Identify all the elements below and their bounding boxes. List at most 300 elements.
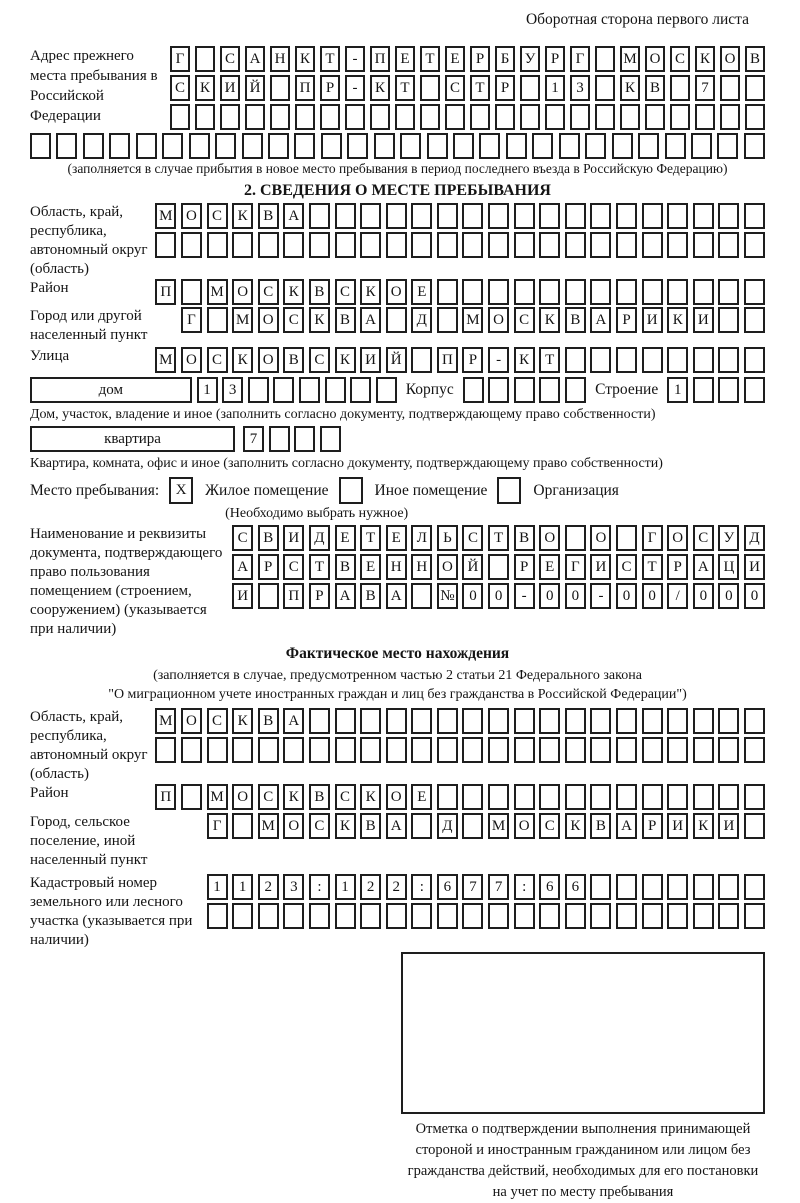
- char-cell[interactable]: О: [590, 525, 611, 551]
- char-cell[interactable]: -: [345, 46, 365, 72]
- char-cell[interactable]: И: [590, 554, 611, 580]
- char-cell[interactable]: К: [620, 75, 640, 101]
- char-cell[interactable]: [514, 279, 535, 305]
- char-cell[interactable]: [744, 784, 765, 810]
- char-cell[interactable]: [258, 232, 279, 258]
- char-cell[interactable]: 3: [222, 377, 243, 403]
- char-cell[interactable]: И: [232, 583, 253, 609]
- char-cell[interactable]: [488, 554, 509, 580]
- char-cell[interactable]: С: [335, 279, 356, 305]
- char-cell[interactable]: С: [258, 279, 279, 305]
- char-cell[interactable]: 1: [197, 377, 218, 403]
- char-cell[interactable]: [462, 708, 483, 734]
- char-cell[interactable]: [642, 708, 663, 734]
- char-cell[interactable]: [155, 232, 176, 258]
- char-cell[interactable]: [559, 133, 580, 159]
- char-cell[interactable]: [570, 104, 590, 130]
- char-cell[interactable]: [514, 784, 535, 810]
- char-cell[interactable]: [667, 784, 688, 810]
- char-cell[interactable]: С: [539, 813, 560, 839]
- char-cell[interactable]: С: [207, 203, 228, 229]
- char-cell[interactable]: Е: [445, 46, 465, 72]
- char-cell[interactable]: [462, 203, 483, 229]
- char-cell[interactable]: 3: [570, 75, 590, 101]
- char-cell[interactable]: [207, 903, 228, 929]
- char-cell[interactable]: В: [309, 279, 330, 305]
- char-cell[interactable]: В: [335, 554, 356, 580]
- char-cell[interactable]: В: [565, 307, 586, 333]
- char-cell[interactable]: 6: [565, 874, 586, 900]
- char-cell[interactable]: 0: [616, 583, 637, 609]
- char-cell[interactable]: В: [360, 583, 381, 609]
- char-cell[interactable]: [693, 203, 714, 229]
- char-cell[interactable]: К: [232, 347, 253, 373]
- char-cell[interactable]: А: [693, 554, 714, 580]
- char-cell[interactable]: Е: [386, 525, 407, 551]
- char-cell[interactable]: [195, 104, 215, 130]
- char-cell[interactable]: Р: [470, 46, 490, 72]
- char-cell[interactable]: [744, 133, 765, 159]
- char-cell[interactable]: В: [590, 813, 611, 839]
- char-cell[interactable]: [309, 708, 330, 734]
- char-cell[interactable]: К: [539, 307, 560, 333]
- char-cell[interactable]: [595, 46, 615, 72]
- char-cell[interactable]: Д: [437, 813, 458, 839]
- char-cell[interactable]: [514, 737, 535, 763]
- char-cell[interactable]: П: [155, 279, 176, 305]
- char-cell[interactable]: [437, 307, 458, 333]
- char-cell[interactable]: [437, 203, 458, 229]
- char-cell[interactable]: [411, 813, 432, 839]
- char-cell[interactable]: Р: [545, 46, 565, 72]
- char-cell[interactable]: С: [309, 813, 330, 839]
- char-cell[interactable]: [744, 377, 765, 403]
- char-cell[interactable]: [189, 133, 210, 159]
- char-cell[interactable]: С: [220, 46, 240, 72]
- char-cell[interactable]: 1: [207, 874, 228, 900]
- char-cell[interactable]: Й: [245, 75, 265, 101]
- char-cell[interactable]: Ь: [437, 525, 458, 551]
- char-cell[interactable]: [665, 133, 686, 159]
- char-cell[interactable]: [400, 133, 421, 159]
- char-cell[interactable]: [590, 903, 611, 929]
- char-cell[interactable]: [350, 377, 371, 403]
- char-cell[interactable]: О: [181, 708, 202, 734]
- char-cell[interactable]: [232, 813, 253, 839]
- char-cell[interactable]: [445, 104, 465, 130]
- char-cell[interactable]: [232, 903, 253, 929]
- char-cell[interactable]: [462, 737, 483, 763]
- char-cell[interactable]: [283, 903, 304, 929]
- char-cell[interactable]: В: [283, 347, 304, 373]
- char-cell[interactable]: [642, 874, 663, 900]
- char-cell[interactable]: Т: [470, 75, 490, 101]
- char-cell[interactable]: М: [207, 279, 228, 305]
- stay-type-checkbox-residential[interactable]: X: [169, 477, 193, 504]
- char-cell[interactable]: Л: [411, 525, 432, 551]
- char-cell[interactable]: [612, 133, 633, 159]
- char-cell[interactable]: Г: [570, 46, 590, 72]
- char-cell[interactable]: [335, 737, 356, 763]
- stay-type-checkbox-other[interactable]: [339, 477, 363, 504]
- char-cell[interactable]: Р: [462, 347, 483, 373]
- char-cell[interactable]: [539, 232, 560, 258]
- char-cell[interactable]: Н: [270, 46, 290, 72]
- char-cell[interactable]: [670, 104, 690, 130]
- char-cell[interactable]: К: [232, 203, 253, 229]
- char-cell[interactable]: А: [360, 307, 381, 333]
- char-cell[interactable]: М: [155, 203, 176, 229]
- char-cell[interactable]: [744, 903, 765, 929]
- char-cell[interactable]: 0: [539, 583, 560, 609]
- char-cell[interactable]: [269, 426, 290, 452]
- char-cell[interactable]: :: [411, 874, 432, 900]
- char-cell[interactable]: [718, 232, 739, 258]
- char-cell[interactable]: [565, 279, 586, 305]
- char-cell[interactable]: [437, 903, 458, 929]
- char-cell[interactable]: [479, 133, 500, 159]
- char-cell[interactable]: О: [258, 307, 279, 333]
- char-cell[interactable]: [565, 232, 586, 258]
- char-cell[interactable]: О: [437, 554, 458, 580]
- char-cell[interactable]: [717, 133, 738, 159]
- char-cell[interactable]: 0: [565, 583, 586, 609]
- char-cell[interactable]: Р: [309, 583, 330, 609]
- char-cell[interactable]: [565, 903, 586, 929]
- char-cell[interactable]: О: [232, 279, 253, 305]
- char-cell[interactable]: [590, 784, 611, 810]
- char-cell[interactable]: [744, 708, 765, 734]
- char-cell[interactable]: Т: [309, 554, 330, 580]
- char-cell[interactable]: [590, 737, 611, 763]
- char-cell[interactable]: [616, 203, 637, 229]
- char-cell[interactable]: [321, 133, 342, 159]
- char-cell[interactable]: [744, 232, 765, 258]
- char-cell[interactable]: [335, 708, 356, 734]
- char-cell[interactable]: -: [590, 583, 611, 609]
- char-cell[interactable]: [181, 279, 202, 305]
- char-cell[interactable]: К: [195, 75, 215, 101]
- char-cell[interactable]: М: [258, 813, 279, 839]
- char-cell[interactable]: [718, 347, 739, 373]
- char-cell[interactable]: [232, 737, 253, 763]
- char-cell[interactable]: [638, 133, 659, 159]
- char-cell[interactable]: [463, 377, 484, 403]
- char-cell[interactable]: С: [335, 784, 356, 810]
- char-cell[interactable]: К: [335, 347, 356, 373]
- char-cell[interactable]: [720, 104, 740, 130]
- char-cell[interactable]: [386, 232, 407, 258]
- char-cell[interactable]: [667, 708, 688, 734]
- char-cell[interactable]: [453, 133, 474, 159]
- char-cell[interactable]: Г: [181, 307, 202, 333]
- char-cell[interactable]: В: [514, 525, 535, 551]
- char-cell[interactable]: А: [590, 307, 611, 333]
- char-cell[interactable]: Р: [642, 813, 663, 839]
- char-cell[interactable]: М: [207, 784, 228, 810]
- char-cell[interactable]: О: [386, 784, 407, 810]
- stay-type-checkbox-organization[interactable]: [497, 477, 521, 504]
- char-cell[interactable]: [514, 708, 535, 734]
- char-cell[interactable]: [565, 784, 586, 810]
- char-cell[interactable]: [386, 903, 407, 929]
- char-cell[interactable]: [693, 347, 714, 373]
- char-cell[interactable]: [462, 279, 483, 305]
- char-cell[interactable]: [616, 903, 637, 929]
- char-cell[interactable]: [207, 737, 228, 763]
- char-cell[interactable]: [539, 708, 560, 734]
- char-cell[interactable]: [411, 708, 432, 734]
- char-cell[interactable]: А: [386, 813, 407, 839]
- char-cell[interactable]: В: [258, 203, 279, 229]
- char-cell[interactable]: Б: [495, 46, 515, 72]
- char-cell[interactable]: [495, 104, 515, 130]
- char-cell[interactable]: [386, 307, 407, 333]
- char-cell[interactable]: [506, 133, 527, 159]
- char-cell[interactable]: [295, 104, 315, 130]
- char-cell[interactable]: [181, 232, 202, 258]
- char-cell[interactable]: [248, 377, 269, 403]
- char-cell[interactable]: [744, 874, 765, 900]
- char-cell[interactable]: [718, 874, 739, 900]
- char-cell[interactable]: [514, 377, 535, 403]
- char-cell[interactable]: [642, 903, 663, 929]
- apartment-type-box[interactable]: квартира: [30, 426, 235, 452]
- char-cell[interactable]: [693, 708, 714, 734]
- char-cell[interactable]: [539, 377, 560, 403]
- char-cell[interactable]: [335, 903, 356, 929]
- char-cell[interactable]: Р: [514, 554, 535, 580]
- char-cell[interactable]: [616, 525, 637, 551]
- char-cell[interactable]: О: [539, 525, 560, 551]
- char-cell[interactable]: [488, 784, 509, 810]
- char-cell[interactable]: [488, 708, 509, 734]
- char-cell[interactable]: П: [370, 46, 390, 72]
- char-cell[interactable]: [645, 104, 665, 130]
- char-cell[interactable]: К: [283, 279, 304, 305]
- char-cell[interactable]: [642, 203, 663, 229]
- char-cell[interactable]: Г: [170, 46, 190, 72]
- char-cell[interactable]: К: [565, 813, 586, 839]
- char-cell[interactable]: О: [645, 46, 665, 72]
- char-cell[interactable]: [667, 279, 688, 305]
- char-cell[interactable]: [232, 232, 253, 258]
- char-cell[interactable]: [616, 347, 637, 373]
- char-cell[interactable]: [207, 232, 228, 258]
- char-cell[interactable]: У: [520, 46, 540, 72]
- char-cell[interactable]: Е: [360, 554, 381, 580]
- char-cell[interactable]: [590, 203, 611, 229]
- char-cell[interactable]: [745, 104, 765, 130]
- char-cell[interactable]: [325, 377, 346, 403]
- char-cell[interactable]: 1: [232, 874, 253, 900]
- char-cell[interactable]: [565, 377, 586, 403]
- char-cell[interactable]: [411, 347, 432, 373]
- char-cell[interactable]: -: [514, 583, 535, 609]
- char-cell[interactable]: Е: [395, 46, 415, 72]
- char-cell[interactable]: [565, 737, 586, 763]
- char-cell[interactable]: А: [335, 583, 356, 609]
- char-cell[interactable]: 6: [437, 874, 458, 900]
- char-cell[interactable]: 0: [744, 583, 765, 609]
- char-cell[interactable]: Ц: [718, 554, 739, 580]
- char-cell[interactable]: С: [170, 75, 190, 101]
- char-cell[interactable]: [488, 737, 509, 763]
- char-cell[interactable]: С: [283, 554, 304, 580]
- char-cell[interactable]: [242, 133, 263, 159]
- char-cell[interactable]: С: [670, 46, 690, 72]
- char-cell[interactable]: [320, 104, 340, 130]
- char-cell[interactable]: [427, 133, 448, 159]
- char-cell[interactable]: В: [745, 46, 765, 72]
- char-cell[interactable]: М: [462, 307, 483, 333]
- char-cell[interactable]: [215, 133, 236, 159]
- char-cell[interactable]: К: [232, 708, 253, 734]
- char-cell[interactable]: 3: [283, 874, 304, 900]
- char-cell[interactable]: [245, 104, 265, 130]
- char-cell[interactable]: Д: [744, 525, 765, 551]
- char-cell[interactable]: [693, 903, 714, 929]
- char-cell[interactable]: [347, 133, 368, 159]
- char-cell[interactable]: [470, 104, 490, 130]
- char-cell[interactable]: [411, 737, 432, 763]
- char-cell[interactable]: И: [693, 307, 714, 333]
- char-cell[interactable]: [195, 46, 215, 72]
- char-cell[interactable]: [616, 279, 637, 305]
- char-cell[interactable]: [360, 708, 381, 734]
- char-cell[interactable]: [514, 232, 535, 258]
- char-cell[interactable]: [693, 784, 714, 810]
- char-cell[interactable]: О: [181, 347, 202, 373]
- char-cell[interactable]: В: [258, 525, 279, 551]
- char-cell[interactable]: [590, 874, 611, 900]
- char-cell[interactable]: [109, 133, 130, 159]
- char-cell[interactable]: П: [437, 347, 458, 373]
- char-cell[interactable]: [283, 232, 304, 258]
- char-cell[interactable]: [309, 737, 330, 763]
- char-cell[interactable]: [718, 737, 739, 763]
- char-cell[interactable]: Р: [495, 75, 515, 101]
- char-cell[interactable]: Н: [411, 554, 432, 580]
- char-cell[interactable]: Т: [642, 554, 663, 580]
- char-cell[interactable]: [642, 737, 663, 763]
- char-cell[interactable]: [462, 903, 483, 929]
- char-cell[interactable]: В: [258, 708, 279, 734]
- char-cell[interactable]: М: [155, 708, 176, 734]
- char-cell[interactable]: [595, 104, 615, 130]
- char-cell[interactable]: 1: [667, 377, 688, 403]
- char-cell[interactable]: 7: [488, 874, 509, 900]
- char-cell[interactable]: [345, 104, 365, 130]
- char-cell[interactable]: [718, 203, 739, 229]
- char-cell[interactable]: [590, 708, 611, 734]
- char-cell[interactable]: С: [693, 525, 714, 551]
- char-cell[interactable]: И: [744, 554, 765, 580]
- char-cell[interactable]: [360, 737, 381, 763]
- char-cell[interactable]: [744, 737, 765, 763]
- char-cell[interactable]: [616, 737, 637, 763]
- char-cell[interactable]: [595, 75, 615, 101]
- char-cell[interactable]: [667, 203, 688, 229]
- char-cell[interactable]: [411, 232, 432, 258]
- char-cell[interactable]: [386, 708, 407, 734]
- char-cell[interactable]: Т: [420, 46, 440, 72]
- char-cell[interactable]: [437, 232, 458, 258]
- char-cell[interactable]: У: [718, 525, 739, 551]
- char-cell[interactable]: И: [718, 813, 739, 839]
- char-cell[interactable]: [56, 133, 77, 159]
- char-cell[interactable]: [437, 784, 458, 810]
- char-cell[interactable]: [590, 347, 611, 373]
- char-cell[interactable]: [309, 203, 330, 229]
- char-cell[interactable]: Р: [320, 75, 340, 101]
- char-cell[interactable]: [590, 232, 611, 258]
- char-cell[interactable]: О: [258, 347, 279, 373]
- char-cell[interactable]: [718, 708, 739, 734]
- char-cell[interactable]: И: [283, 525, 304, 551]
- char-cell[interactable]: А: [386, 583, 407, 609]
- char-cell[interactable]: [520, 104, 540, 130]
- char-cell[interactable]: [514, 903, 535, 929]
- char-cell[interactable]: [270, 75, 290, 101]
- char-cell[interactable]: Т: [395, 75, 415, 101]
- char-cell[interactable]: [693, 232, 714, 258]
- char-cell[interactable]: -: [345, 75, 365, 101]
- char-cell[interactable]: К: [360, 279, 381, 305]
- char-cell[interactable]: [162, 133, 183, 159]
- char-cell[interactable]: :: [309, 874, 330, 900]
- char-cell[interactable]: [136, 133, 157, 159]
- char-cell[interactable]: [30, 133, 51, 159]
- char-cell[interactable]: [335, 232, 356, 258]
- char-cell[interactable]: О: [181, 203, 202, 229]
- char-cell[interactable]: О: [386, 279, 407, 305]
- char-cell[interactable]: О: [667, 525, 688, 551]
- char-cell[interactable]: Р: [667, 554, 688, 580]
- char-cell[interactable]: [539, 737, 560, 763]
- char-cell[interactable]: О: [720, 46, 740, 72]
- char-cell[interactable]: 2: [386, 874, 407, 900]
- char-cell[interactable]: [83, 133, 104, 159]
- char-cell[interactable]: [258, 583, 279, 609]
- char-cell[interactable]: С: [616, 554, 637, 580]
- char-cell[interactable]: [488, 279, 509, 305]
- char-cell[interactable]: [642, 232, 663, 258]
- char-cell[interactable]: [620, 104, 640, 130]
- char-cell[interactable]: [718, 307, 739, 333]
- char-cell[interactable]: [539, 903, 560, 929]
- char-cell[interactable]: [370, 104, 390, 130]
- char-cell[interactable]: С: [207, 347, 228, 373]
- char-cell[interactable]: [667, 874, 688, 900]
- char-cell[interactable]: [718, 784, 739, 810]
- char-cell[interactable]: [386, 203, 407, 229]
- char-cell[interactable]: О: [514, 813, 535, 839]
- char-cell[interactable]: [268, 133, 289, 159]
- char-cell[interactable]: [616, 232, 637, 258]
- char-cell[interactable]: [539, 784, 560, 810]
- char-cell[interactable]: 0: [693, 583, 714, 609]
- char-cell[interactable]: К: [667, 307, 688, 333]
- char-cell[interactable]: Е: [411, 784, 432, 810]
- char-cell[interactable]: К: [309, 307, 330, 333]
- house-type-box[interactable]: дом: [30, 377, 192, 403]
- char-cell[interactable]: [718, 279, 739, 305]
- char-cell[interactable]: С: [462, 525, 483, 551]
- char-cell[interactable]: К: [295, 46, 315, 72]
- char-cell[interactable]: [309, 903, 330, 929]
- char-cell[interactable]: [590, 279, 611, 305]
